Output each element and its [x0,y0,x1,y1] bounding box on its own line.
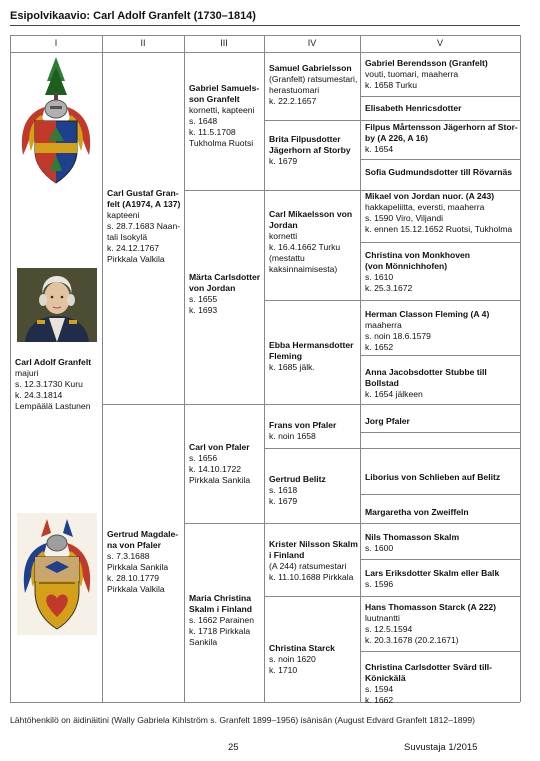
person-gggp-13: Nils Thomasson Skalm s. 1600 [365,532,460,553]
person-gggp-5: Mikael von Jordan nuor. (A 243) hakkapeliitta, eversti, maaherra s. 1590 Viro, Viljandi k. ennen 15.12.1652 Ruotsi, Tukholma [365,191,513,234]
column-header-2: II [140,38,146,48]
person-ggp-4: Ebba Hermansdotter Fleming k. 1685 jälk. [269,340,354,372]
person-grandparent-4: Maria Christina Skalm i Finland s. 1662 Parainen k. 1718 Pirkkala Sankila [189,593,254,647]
page-number: 25 [228,742,239,753]
publication-name: Suvustaja 1/2015 [404,742,478,753]
column-header-5: V [436,38,443,48]
person-gggp-9: Jorg Pfaler [365,416,410,426]
person-name: Carl Adolf Granfelt [15,357,92,367]
person-gggp-6: Christina von Monkhoven (von Mönnichhofen) s. 1610 k. 25.3.1672 [365,250,471,293]
person-gggp-11: Liborius von Schlieben auf Belitz [365,472,501,482]
person-grandparent-3: Carl von Pfaler s. 1656 k. 14.10.1722 Pirkkala Sankila [189,442,251,485]
person-gggp-4: Sofia Gudmundsdotter till Rövarnäs [365,167,513,177]
person-ggp-3: Carl Mikaelsson von Jordan kornetti k. 16.4.1662 Turku (mestattu kaksinnaimisesta) [269,209,353,274]
portrait-image [17,268,97,342]
page-title: Esipolvikaavio: Carl Adolf Granfelt (1730–1814) [10,10,520,26]
person-gggp-8: Anna Jacobsdotter Stubbe till Bollstad k. 1654 jälkeen [365,367,487,399]
column-header-3: III [220,38,228,48]
von-pfaler-coat-of-arms-icon [17,513,97,635]
person-root: Carl Adolf Granfelt majuri s. 12.3.1730 Kuru k. 24.3.1814 Lempäälä Lastunen [12,355,102,414]
person-gggp-12: Margaretha von Zweiffeln [365,507,469,517]
footer-note: Lähtöhenkilö on äidinäitini (Wally Gabriela Kihlström s. Granfelt 1899–1956) isänisän (August Edvard Granfelt 1812–1899) [10,715,475,725]
person-ggp-8: Christina Starck s. noin 1620 k. 1710 [269,643,335,675]
person-mother: Gertrud Magdale- na von Pfaler s. 7.3.1688 Pirkkala Sankila k. 28.10.1779 Pirkkala Valkila [107,529,179,594]
granfelt-coat-of-arms-icon [17,55,95,187]
person-gggp-3: Filpus Mårtensson Jägerhorn af Stor- by (A 226, A 16) k. 1654 [365,122,518,154]
person-gggp-7: Herman Classon Fleming (A 4) maaherra s. noin 18.6.1579 k. 1652 [365,309,490,352]
person-ggp-7: Krister Nilsson Skalm i Finland (A 244) ratsumestari k. 11.10.1688 Pirkkala [269,539,358,582]
person-gggp-14: Lars Eriksdotter Skalm eller Balk s. 1596 [365,568,500,589]
person-ggp-2: Brita Filpusdotter Jägerhorn af Storby k. 1679 [269,134,351,166]
person-gggp-16: Christina Carlsdotter Svärd till- Könickälä s. 1594 k. 1662 [365,662,493,705]
person-grandparent-2: Märta Carlsdotter von Jordan s. 1655 k. 1693 [189,272,261,315]
person-ggp-6: Gertrud Belitz s. 1618 k. 1679 [269,474,326,506]
person-gggp-2: Elisabeth Henricsdotter [365,103,462,113]
person-gggp-15: Hans Thomasson Starck (A 222) luutnantti s. 12.5.1594 k. 20.3.1678 (20.2.1671) [365,602,497,645]
column-header-1: I [54,38,58,48]
column-header-4: IV [307,38,317,48]
person-ggp-1: Samuel Gabrielsson (Granfelt) ratsumestari, herastuomari k. 22.2.1657 [269,63,358,106]
person-father: Carl Gustaf Gran- felt (A1974, A 137) kapteeni s. 28.7.1683 Naan- tali Isokylä k. 24.12.1767 Pirkkala Valkila [107,188,181,264]
person-grandparent-1: Gabriel Samuels- son Granfelt kornetti, kapteeni s. 1648 k. 11.5.1708 Tukholma Ruotsi [189,83,260,148]
person-ggp-5: Frans von Pfaler k. noin 1658 [269,420,337,441]
person-gggp-1: Gabriel Berendsson (Granfelt) vouti, tuomari, maaherra k. 1658 Turku [365,58,488,90]
